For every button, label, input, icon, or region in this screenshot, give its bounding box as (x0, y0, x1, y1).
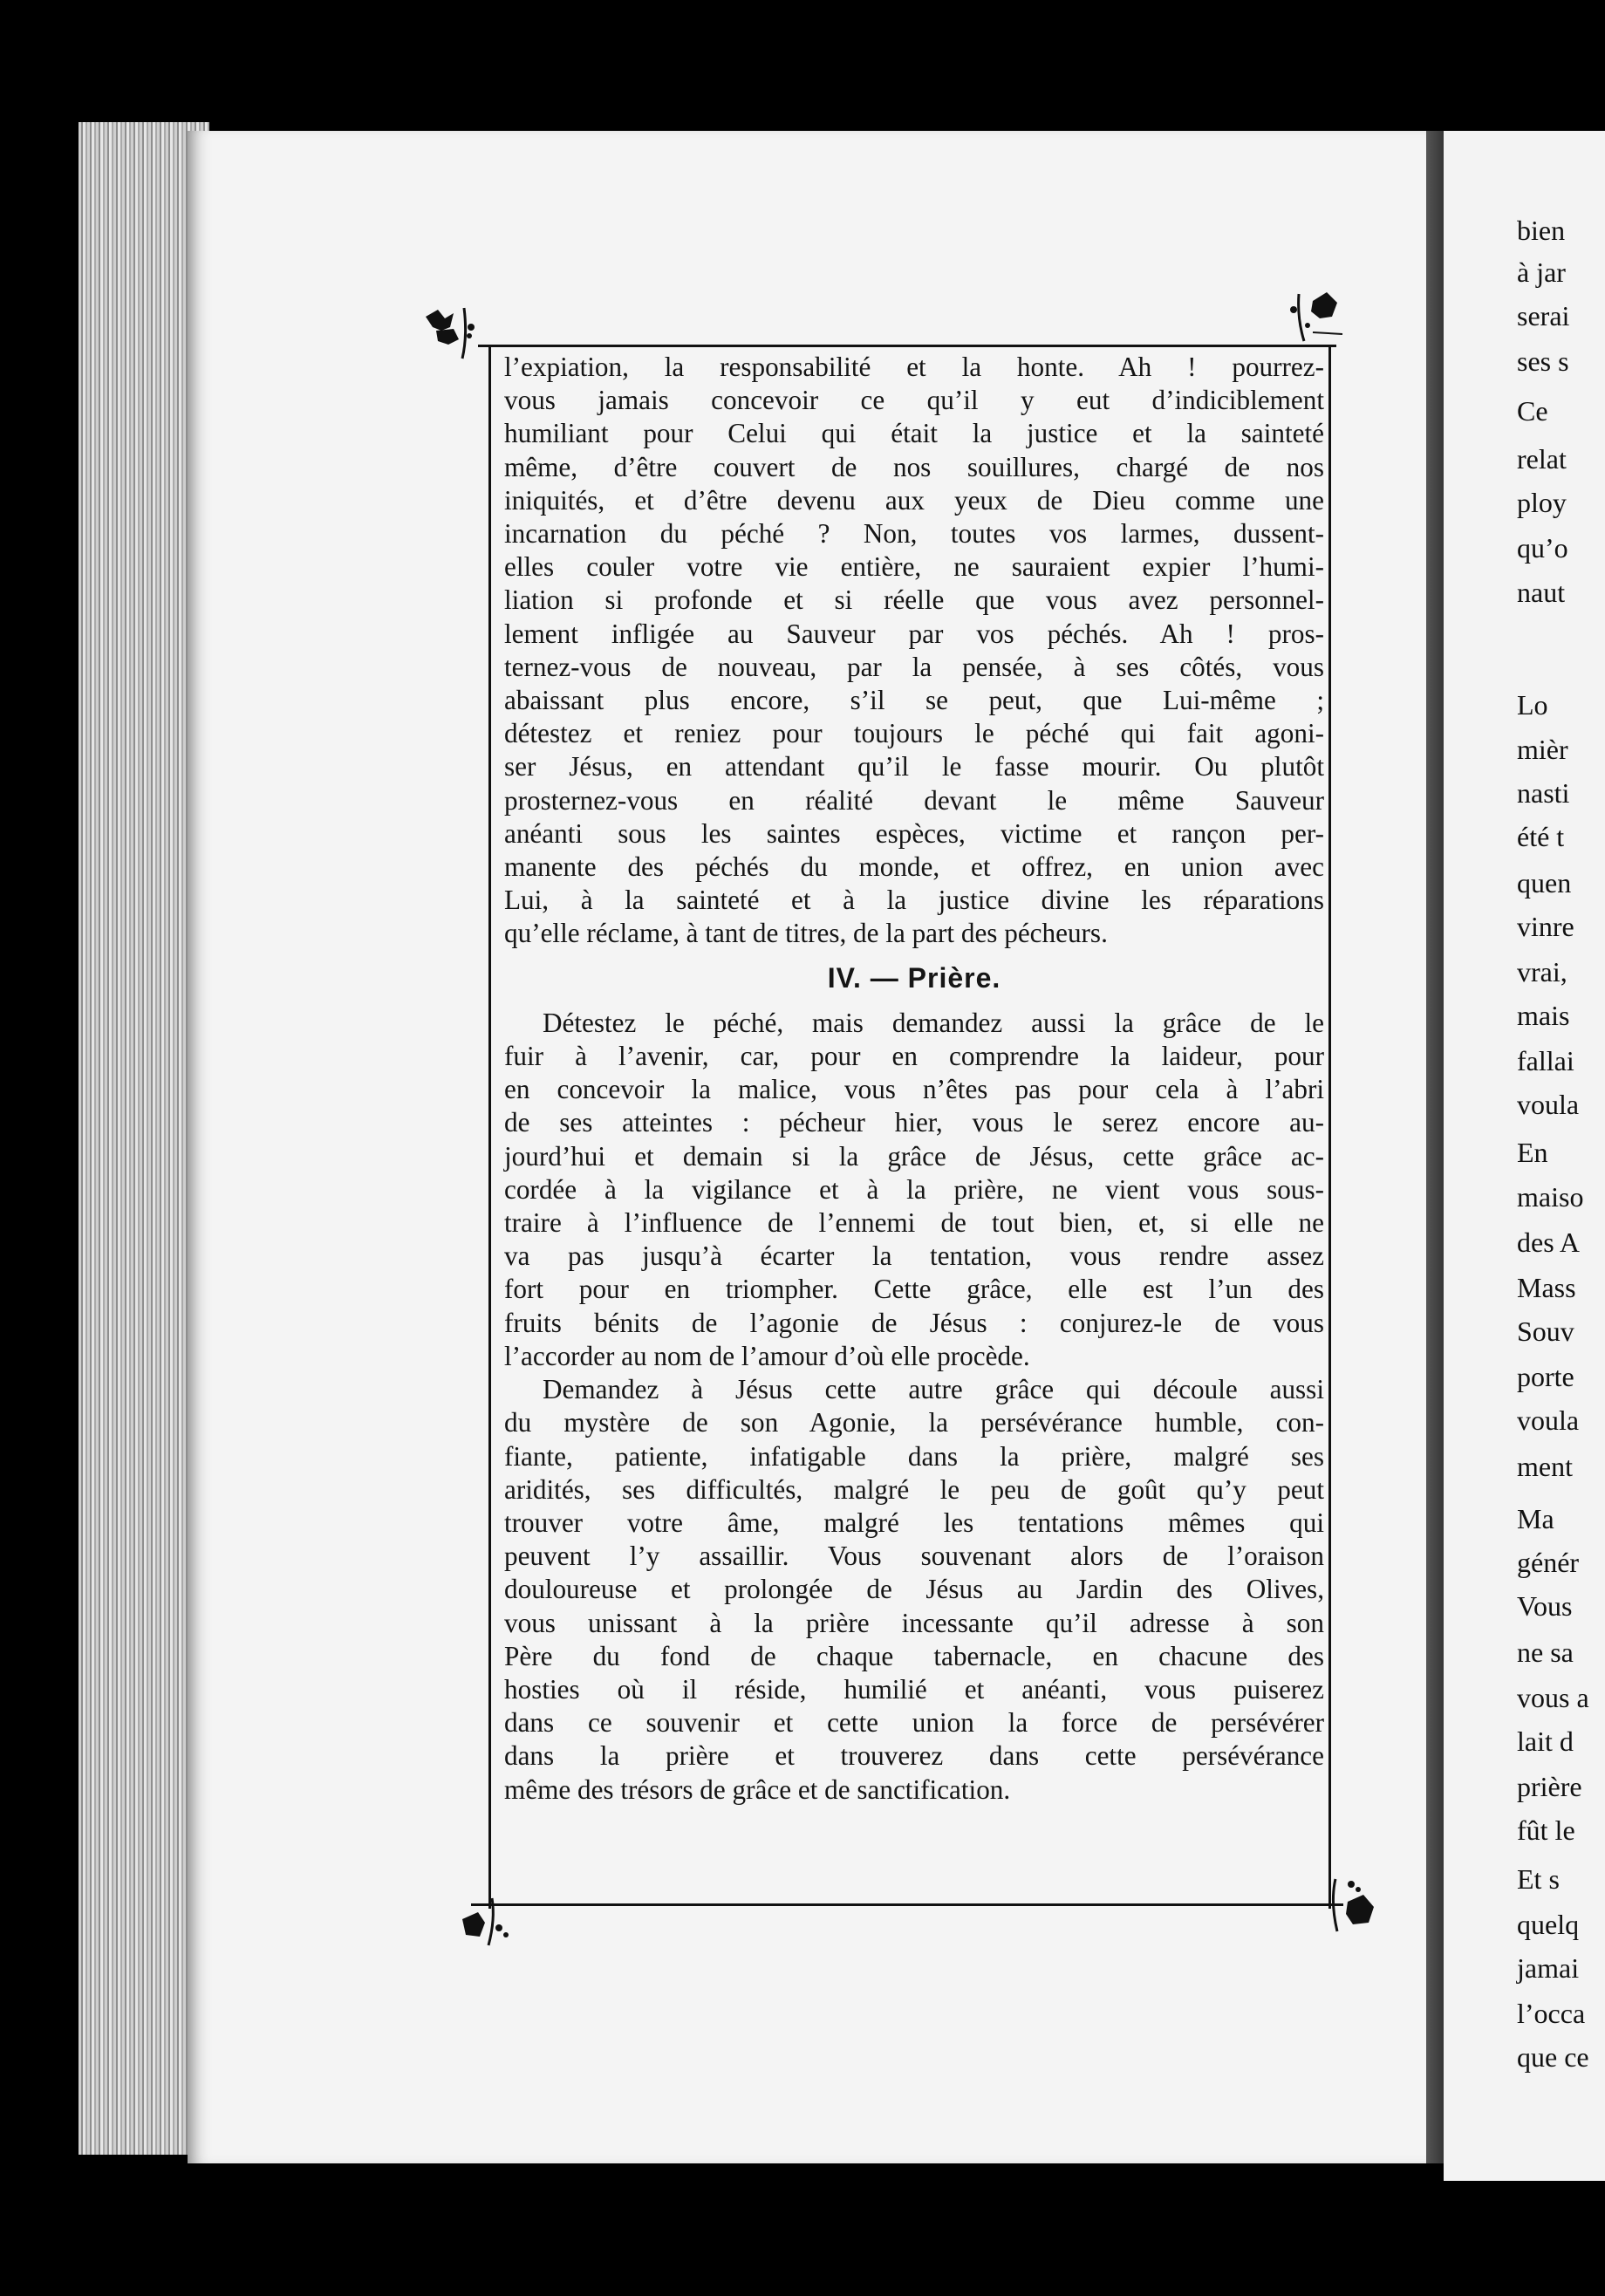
next-page-line-fragment: lait d (1517, 1725, 1574, 1757)
text-line: du mystère de son Agonie, la persévérance humble, con- (504, 1407, 1324, 1438)
text-line: Détestez le péché, mais demandez aussi la grâce de le (543, 1007, 1324, 1038)
text-line: traire à l’influence de l’ennemi de tout bien, et, si elle ne (504, 1207, 1324, 1239)
next-page-line-fragment: maiso (1517, 1181, 1584, 1213)
vine-leaf-corner-icon (419, 301, 480, 362)
next-page-line-fragment: prière (1517, 1771, 1582, 1802)
vine-leaf-corner-icon (1322, 1876, 1383, 1937)
vine-leaf-corner-icon (1287, 284, 1348, 345)
next-page-line-fragment: naut (1517, 577, 1566, 608)
next-page-line-fragment: vrai, (1517, 956, 1567, 987)
text-line: dans la prière et trouverez dans cette persévérance (504, 1740, 1324, 1772)
page-text (504, 351, 1324, 1807)
frame-bottom-rule (471, 1903, 1343, 1906)
next-page-line-fragment: Et s (1517, 1863, 1560, 1895)
text-line: qu’elle réclame, à tant de titres, de la part des pécheurs. (504, 918, 1108, 949)
next-page-line-fragment: quen (1517, 867, 1572, 899)
text-line: l’accorder au nom de l’amour d’où elle procède. (504, 1340, 1030, 1371)
text-line: manente des péchés du monde, et offrez, en union avec (504, 851, 1324, 883)
text-line: jourd’hui et demain si la grâce de Jésus, cette grâce ac- (504, 1140, 1324, 1172)
next-page-line-fragment: à jar (1517, 256, 1566, 288)
next-page-line-fragment: été t (1517, 821, 1565, 852)
text-line: elles couler votre vie entière, ne sauraient expier l’humi- (504, 551, 1324, 583)
next-page-line-fragment: ment (1517, 1451, 1573, 1482)
next-page-line-fragment: nasti (1517, 777, 1570, 809)
text-line: va pas jusqu’à écarter la tentation, vous rendre assez (504, 1240, 1324, 1272)
text-line: en concevoir la malice, vous n’êtes pas pour cela à l’abri (504, 1074, 1324, 1105)
text-line: l’expiation, la responsabilité et la honte. Ah ! pourrez- (504, 352, 1324, 382)
next-page-line-fragment: Lo (1517, 689, 1548, 721)
text-line: ser Jésus, en attendant qu’il le fasse mourir. Ou plutôt (504, 751, 1324, 782)
paragraph-1 (504, 351, 1324, 951)
text-line: trouver votre âme, malgré les tentations mêmes qui (504, 1507, 1324, 1538)
next-page-line-fragment: des A (1517, 1227, 1580, 1258)
next-page-line-fragment: quelq (1517, 1909, 1580, 1940)
next-page-line-fragment: fût le (1517, 1814, 1575, 1846)
text-line: détestez et reniez pour toujours le péché qui fait agoni- (504, 718, 1324, 749)
next-page-line-fragment: ploy (1517, 487, 1567, 518)
text-line: fruits bénits de l’agonie de Jésus : conjurez-le de vous (504, 1307, 1324, 1338)
next-page-line-fragment: que ce (1517, 2041, 1589, 2073)
next-page-line-fragment: fallai (1517, 1045, 1574, 1076)
text-line: incarnation du péché ? Non, toutes vos larmes, dussent- (504, 518, 1324, 550)
next-page-line-fragment: ne sa (1517, 1637, 1574, 1668)
next-page-line-fragment: mièr (1517, 734, 1568, 765)
next-page-line-fragment: mais (1517, 1000, 1570, 1031)
next-page-line-fragment: Vous (1517, 1590, 1573, 1622)
next-page-line-fragment: qu’o (1517, 532, 1568, 564)
next-page-line-fragment: Ce (1517, 395, 1548, 427)
next-page-line-fragment: En (1517, 1137, 1548, 1168)
next-page-line-fragment: ses s (1517, 345, 1569, 377)
text-line: abaissant plus encore, s’il se peut, que Lui-même ; (504, 685, 1324, 716)
text-line: iniquités, et d’être devenu aux yeux de Dieu comme une (504, 484, 1324, 516)
paragraph-2 (504, 1007, 1324, 1373)
text-line: Père du fond de chaque tabernacle, en chacune des (504, 1640, 1324, 1671)
text-line: ternez-vous de nouveau, par la pensée, à ses côtés, vous (504, 651, 1324, 682)
next-page-line-fragment: bien (1517, 215, 1566, 246)
text-line: même des trésors de grâce et de sanctification. (504, 1773, 1011, 1805)
next-page-line-fragment: vous a (1517, 1682, 1589, 1713)
text-line: vous unissant à la prière incessante qu’il adresse à son (504, 1607, 1324, 1638)
next-page-line-fragment: vinre (1517, 911, 1574, 942)
next-page-line-fragment: voula (1517, 1089, 1580, 1120)
next-page-line-fragment: jamai (1517, 1952, 1580, 1984)
text-line: Lui, à la sainteté et à la justice divine les réparations (504, 885, 1324, 916)
text-line: Demandez à Jésus cette autre grâce qui découle aussi (543, 1374, 1324, 1405)
right-page-fragment (1444, 131, 1605, 2181)
next-page-line-fragment: voula (1517, 1404, 1580, 1436)
text-line: fort pour en triompher. Cette grâce, elle est l’un des (504, 1274, 1324, 1305)
text-line: vous jamais concevoir ce qu’il y eut d’indiciblement (504, 385, 1324, 416)
section-heading: IV. — Prière. (827, 961, 1001, 994)
text-line: douloureuse et prolongée de Jésus au Jardin des Olives, (504, 1574, 1324, 1605)
text-line: peuvent l’y assaillir. Vous souvenant alors de l’oraison (504, 1541, 1324, 1572)
next-page-line-fragment: Ma (1517, 1503, 1554, 1534)
text-line: hosties où il réside, humilié et anéanti, vous puiserez (504, 1673, 1324, 1705)
vine-leaf-corner-icon (454, 1893, 515, 1954)
text-line: anéanti sous les saintes espèces, victime et rançon per- (504, 817, 1324, 849)
paragraph-3 (504, 1373, 1324, 1807)
text-line: lement infligée au Sauveur par vos péchés. Ah ! pros- (504, 618, 1324, 649)
text-line: fiante, patiente, infatigable dans la prière, malgré ses (504, 1440, 1324, 1472)
next-page-line-fragment: serai (1517, 300, 1570, 331)
next-page-line-fragment: porte (1517, 1361, 1574, 1392)
text-line: même, d’être couvert de nos souillures, chargé de nos (504, 451, 1324, 482)
text-line: dans ce souvenir et cette union la force de persévérer (504, 1707, 1324, 1739)
text-line: cordée à la vigilance et à la prière, ne vient vous sous- (504, 1173, 1324, 1205)
next-page-line-fragment: Mass (1517, 1272, 1576, 1303)
next-page-line-fragment: génér (1517, 1547, 1580, 1578)
next-page-line-fragment: relat (1517, 443, 1567, 475)
text-line: aridités, ses difficultés, malgré le peu de goût qu’y peut (504, 1473, 1324, 1505)
text-line: humiliant pour Celui qui était la justice et la sainteté (504, 418, 1324, 449)
text-line: prosternez-vous en réalité devant le même Sauveur (504, 784, 1324, 816)
next-page-line-fragment: Souv (1517, 1315, 1574, 1347)
text-line: de ses atteintes : pécheur hier, vous le serez encore au- (504, 1107, 1324, 1138)
text-line: fuir à l’avenir, car, pour en comprendre la laideur, pour (504, 1041, 1324, 1072)
next-page-line-fragment: l’occa (1517, 1998, 1586, 2029)
text-line: liation si profonde et si réelle que vous avez personnel- (504, 584, 1324, 616)
